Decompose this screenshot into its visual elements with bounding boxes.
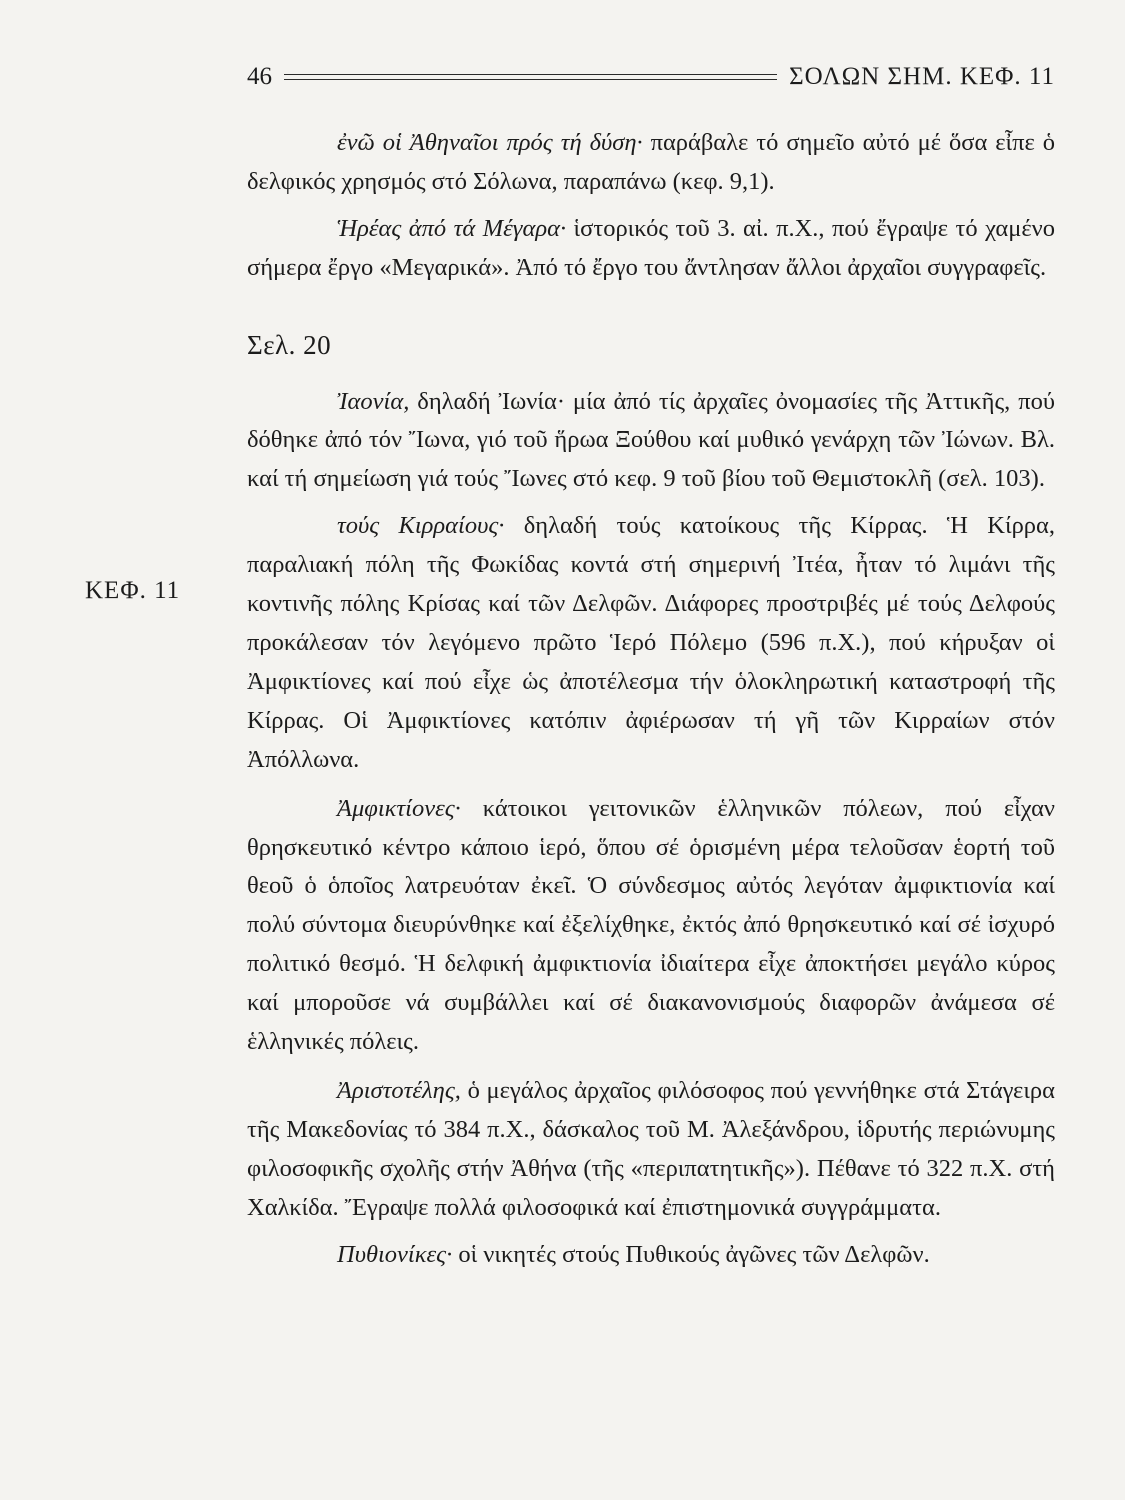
note-pythionikes	[247, 1236, 1055, 1275]
note-term: ἐνῶ οἱ Ἀθηναῖοι πρός τή δύση·	[337, 129, 643, 156]
note-term: Ἀμφικτίονες·	[337, 794, 461, 822]
running-header	[247, 60, 1055, 94]
note-text: οἱ νικητές στούς Πυθικούς ἀγῶνες τῶν Δελφῶν.	[452, 1240, 930, 1268]
note-text: ὁ μεγάλος ἀρχαῖος φιλόσοφος πού γεννήθηκε στά Στάγειρα τῆς Μακεδονίας τό 384 π.Χ., δάσκαλος τοῦ Μ. Ἀλεξάνδρου, ἱδρυτής περιώνυμης φιλοσοφικῆς σχολῆς στήν Ἀθήνα (τῆς «περιπατητικῆς»). Πέθανε τό 322 π.Χ. στή Χαλκίδα. Ἔγραψε πολλά φιλοσοφικά καί ἐπιστημονικά συγγράμματα.	[247, 1076, 1055, 1221]
running-title: ΣΟΛΩΝ ΣΗΜ. ΚΕΦ. 11	[789, 63, 1055, 90]
margin-chapter-reference: ΚΕΦ. 11	[85, 577, 181, 604]
note-text: δηλαδή τούς κατοίκους τῆς Κίρρας. Ἡ Κίρρα, παραλιακή πόλη τῆς Φωκίδας κοντά στή σημερινή Ἰτέα, ἦταν τό λιμάνι τῆς κοντινῆς πόλης Κρίσας καί τῶν Δελφῶν. Διάφορες προστριβές μέ τούς Δελφούς προκάλεσαν τόν λεγόμενο πρῶτο Ἱερό Πόλεμο (596 π.Χ.), πού κήρυξαν οἱ Ἀμφικτίονες καί πού εἶχε ὡς ἀποτέλεσμα τήν ὁλοκληρωτική καταστροφή τῆς Κίρρας. Οἱ Ἀμφικτίονες κατόπιν ἀφιέρωσαν τή γῆ τῶν Κιρραίων στόν Ἀπόλλωνα.	[247, 512, 1055, 773]
note-term: Ἡρέας ἀπό τά Μέγαρα·	[337, 214, 567, 242]
note-text: ἱστορικός τοῦ 3. αἰ. π.Χ., πού ἔγραψε τό χαμένο σήμερα ἔργο «Μεγαρικά». Ἀπό τό ἔργο του ἄντλησαν ἄλλοι ἀρχαῖοι συγγραφεῖς.	[247, 214, 1055, 281]
note-iaonia	[247, 383, 1055, 500]
section-heading: Σελ. 20	[247, 329, 332, 360]
note-text: κάτοικοι γειτονικῶν ἑλληνικῶν πόλεων, πού εἶχαν θρησκευτικό κέντρο κάποιο ἱερό, ὅπου σέ ὁρισμένη μέρα τελοῦσαν ἑορτή τοῦ θεοῦ ὁ ὁποῖος λατρευόταν ἐκεῖ. Ὁ σύνδεσμος αὐτός λεγόταν ἀμφικτιονία καί πολύ σύντομα διευρύνθηκε καί ἐξελίχθηκε, ἐκτός ἀπό θρησκευτικό καί σέ ἰσχυρό πολιτικό θεσμό. Ἡ δελφική ἀμφικτιονία ἰδιαίτερα εἶχε ἀποκτήσει μεγάλο κύρος καί μποροῦσε νά συμβάλλει καί σέ διακανονισμούς διαφορῶν ἀνάμεσα σέ ἑλληνικές πόλεις.	[247, 794, 1055, 1056]
note-term: Ἀριστοτέλης,	[337, 1076, 461, 1104]
note-kirraioi	[247, 507, 1055, 779]
page-number: 46	[247, 63, 272, 90]
note-athenians	[247, 124, 1055, 202]
note-term: Πυθιονίκες·	[337, 1240, 453, 1268]
note-term: Ἰαονία,	[337, 387, 410, 415]
note-text: δηλαδή Ἰωνία· μία ἀπό τίς ἀρχαῖες ὀνομασίες τῆς Ἀττικῆς, πού δόθηκε ἀπό τόν Ἴωνα, γιό τοῦ ἥρωα Ξούθου καί μυθικό γενάρχη τῶν Ἰώνων. Βλ. καί τή σημείωση γιά τούς Ἴωνες στό κεφ. 9 τοῦ βίου τοῦ Θεμιστοκλῆ (σελ. 103).	[247, 387, 1055, 493]
note-hereas	[247, 210, 1055, 288]
note-term: τούς Κιρραίους·	[337, 512, 505, 540]
notes-body	[247, 124, 1055, 1274]
note-text: παράβαλε τό σημεῖο αὐτό μέ ὅσα εἶπε ὁ δελφικός χρησμός στό Σόλωνα, παραπάνω (κεφ. 9,1).	[247, 129, 1056, 195]
note-aristotle	[247, 1072, 1055, 1228]
note-amphiktiones	[247, 790, 1055, 1062]
header-rule	[284, 74, 777, 80]
